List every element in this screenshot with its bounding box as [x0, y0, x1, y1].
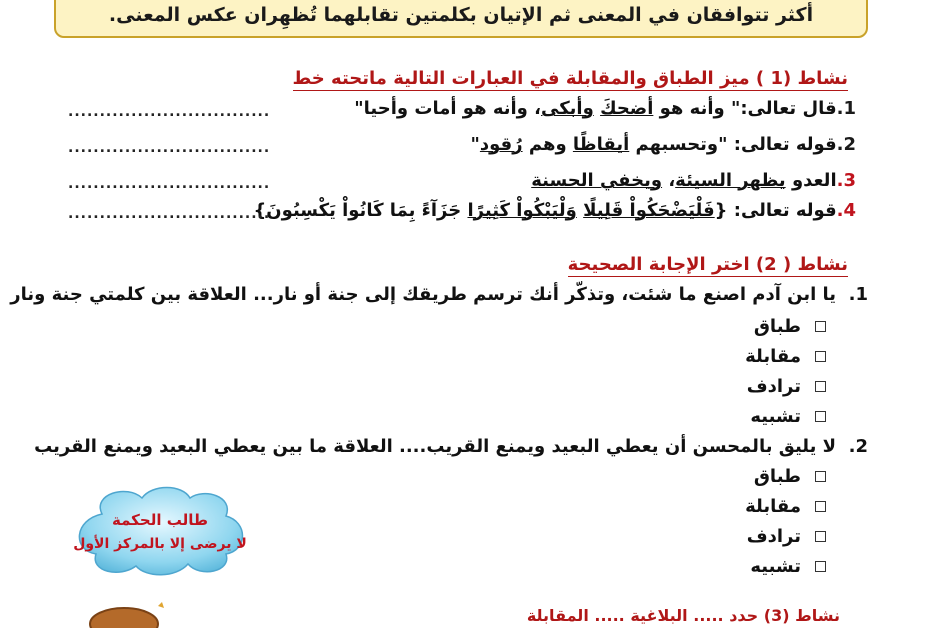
- q2-option-1[interactable]: طباق: [754, 466, 826, 487]
- item-number: 3.: [836, 170, 856, 191]
- question-text: لا يليق بالمحسن أن يعطي البعيد ويمنع القريب.... العلاقة ما بين يعطي البعيد ويمنع القريب: [34, 436, 837, 457]
- question-number: 1.: [848, 284, 868, 305]
- q2-option-3[interactable]: ترادف: [747, 526, 826, 547]
- q1-option-2[interactable]: مقابلة: [745, 346, 826, 367]
- q1-option-3[interactable]: ترادف: [747, 376, 826, 397]
- motto-line-2: لا يرضى إلا بالمركز الأول: [73, 536, 247, 552]
- activity1-title: نشاط (1 ) ميز الطباق والمقابلة في العبارات التالية ماتحته خط: [292, 68, 848, 89]
- activity2-title: نشاط ( 2) اختر الإجابة الصحيحة: [567, 254, 848, 275]
- question-number: 2.: [848, 436, 868, 457]
- checkbox[interactable]: [815, 561, 826, 572]
- underlined-word: أضحكَ: [600, 98, 654, 119]
- underlined-word: يظهر السيئة: [675, 170, 786, 191]
- motto-line-1: طالب الحكمة: [112, 511, 208, 529]
- answer-blank-2[interactable]: ................................: [68, 140, 271, 156]
- q1-option-1[interactable]: طباق: [754, 316, 826, 337]
- answer-blank-3[interactable]: ................................: [68, 176, 271, 192]
- instruction-text: أكثر تتوافقان في المعنى ثم الإتيان بكلمتين تقابلهما تُظهِران عكس المعنى.: [108, 4, 814, 26]
- instruction-box: [54, 0, 868, 38]
- item-number: 1.: [836, 98, 856, 119]
- checkbox[interactable]: [815, 321, 826, 332]
- checkbox[interactable]: [815, 501, 826, 512]
- q2-option-4[interactable]: تشبيه: [750, 556, 826, 577]
- checkbox[interactable]: [815, 471, 826, 482]
- question-2: [34, 436, 868, 457]
- q1-option-4[interactable]: تشبيه: [750, 406, 826, 427]
- underlined-word: ويخفي الحسنة: [531, 170, 663, 191]
- decoration-icon: [84, 598, 164, 628]
- checkbox[interactable]: [815, 411, 826, 422]
- motto-cloud: [72, 484, 248, 576]
- checkbox[interactable]: [815, 351, 826, 362]
- item-number: 2.: [836, 134, 856, 155]
- underlined-word: أيقاظًا: [572, 134, 630, 155]
- underlined-word: فَلْيَضْحَكُواْ قَلِيلًا: [583, 200, 715, 221]
- activity1-item-3: 3.العدو يظهر السيئة، ويخفي الحسنة: [531, 170, 856, 191]
- q2-option-2[interactable]: مقابلة: [745, 496, 826, 517]
- activity3-title: نشاط (3) حدد ..... البلاغية ..... المقابلة: [526, 606, 840, 625]
- underlined-word: وأبكى: [540, 98, 594, 119]
- question-1: [10, 284, 868, 305]
- item-number: 4.: [836, 200, 856, 221]
- checkbox[interactable]: [815, 531, 826, 542]
- checkbox[interactable]: [815, 381, 826, 392]
- answer-blank-4[interactable]: ................................: [68, 206, 271, 222]
- activity1-item-2: 2.قوله تعالى: "وتحسبهم أيقاظًا وهم رُقود": [470, 134, 856, 155]
- question-text: يا ابن آدم اصنع ما شئت، وتذكّر أنك ترسم طريقك إلى جنة أو نار... العلاقة بين كلمتي جنة ونار: [10, 284, 837, 305]
- activity1-item-1: 1.قال تعالى:" وأنه هو أضحكَ وأبكى، وأنه هو أمات وأحيا": [354, 98, 856, 119]
- underlined-word: وَلْيَبْكُواْ كَثِيرًا: [467, 200, 577, 221]
- underlined-word: رُقود: [479, 134, 523, 155]
- activity1-item-4: 4.قوله تعالى: {فَلْيَضْحَكُواْ قَلِيلًا وَلْيَبْكُواْ كَثِيرًا جَزَآءً بِمَا كَانُواْ يَكْسِبُونَ}: [253, 200, 856, 221]
- answer-blank-1[interactable]: ................................: [68, 104, 271, 120]
